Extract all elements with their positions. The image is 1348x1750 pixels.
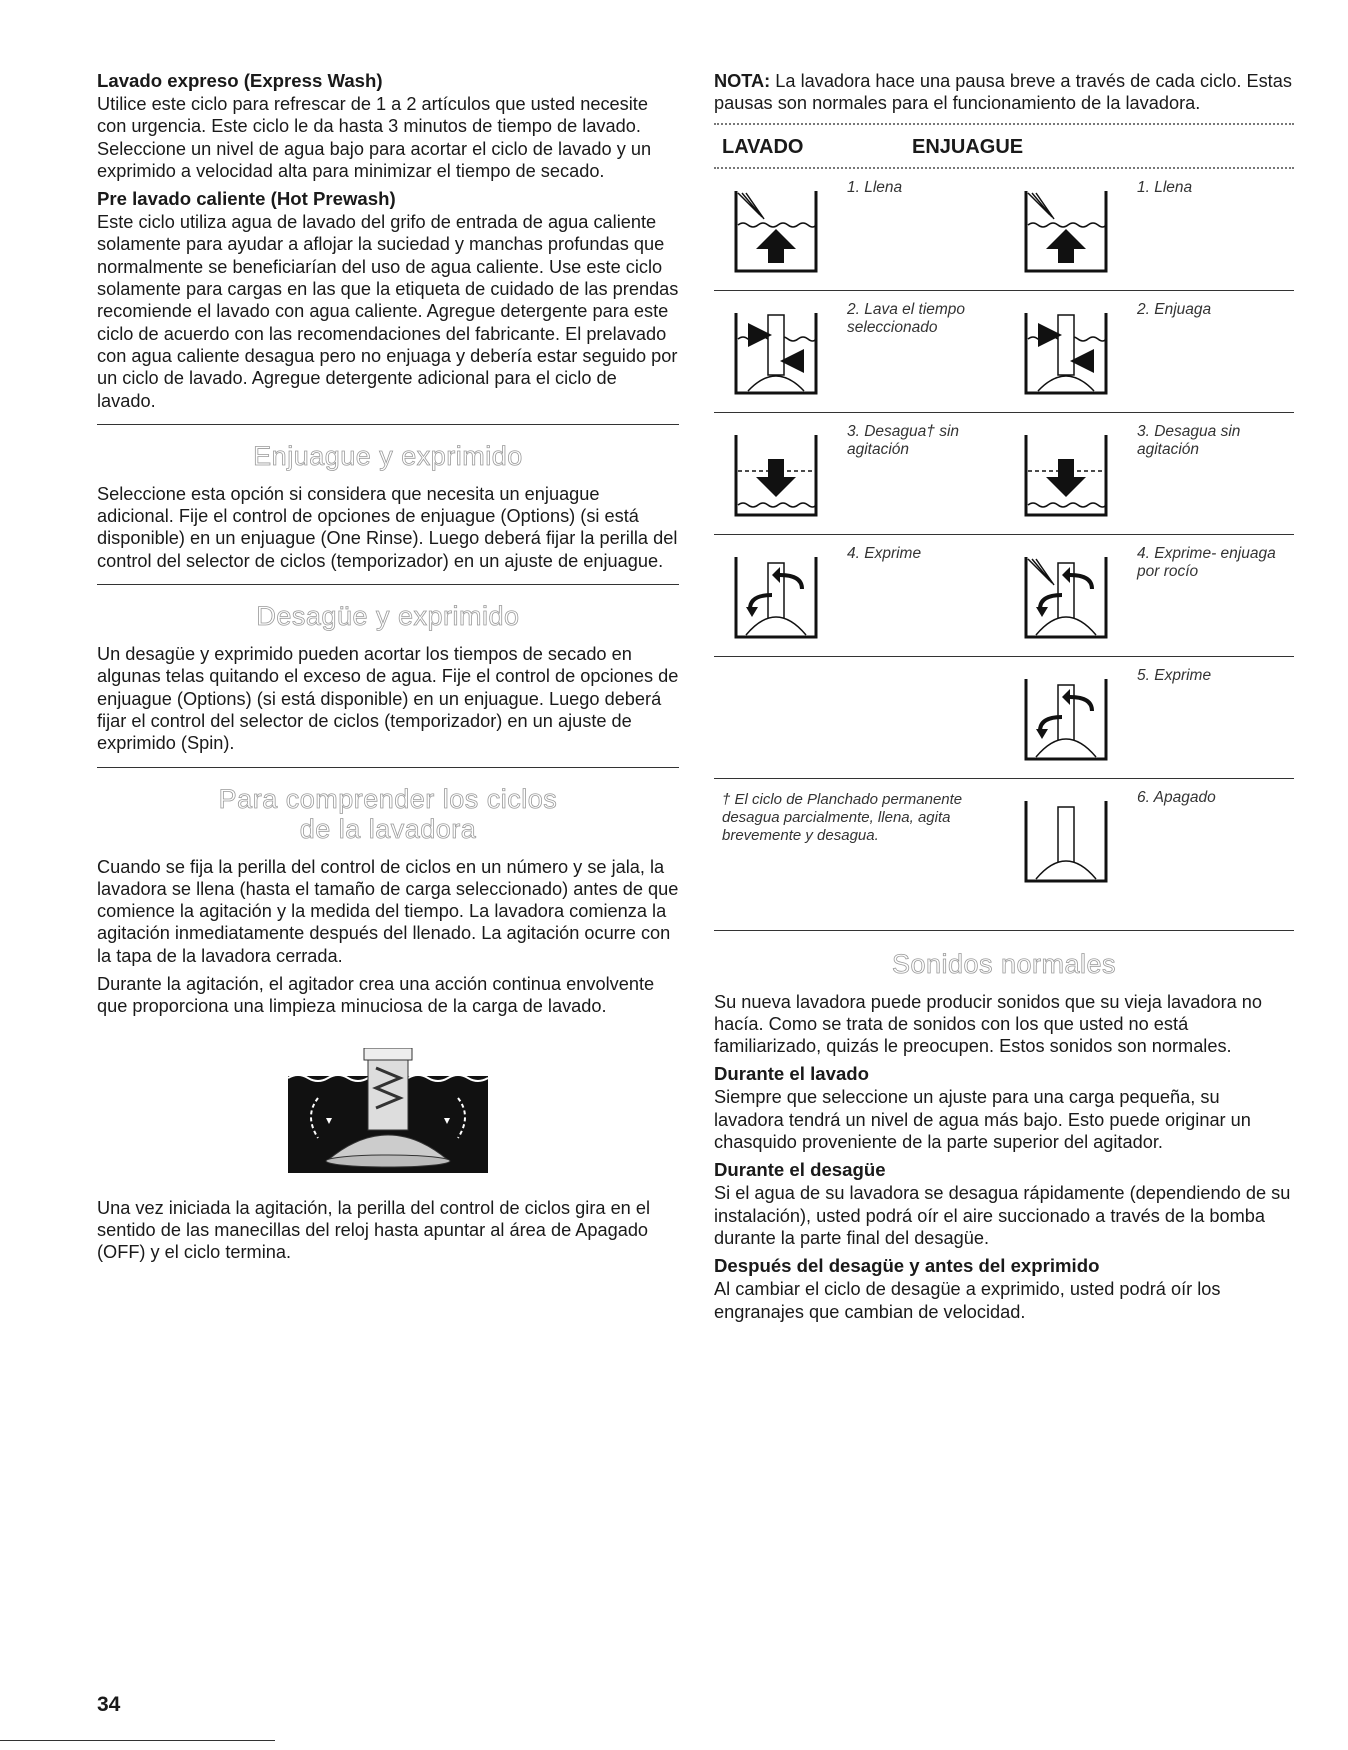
cycle-table-header [714, 135, 1294, 159]
hot-prewash-heading: Pre lavado caliente (Hot Prewash) [97, 188, 396, 210]
understand-cycles-title-2: de la lavadora [299, 813, 477, 844]
understand-cycles-text-2: Durante la agitación, el agitador crea una acción continua envolvente que proporciona una limpieza minuciosa de la carga de lavado. [97, 974, 655, 1017]
understand-cycles-text-1: Cuando se fija la perilla del control de ciclos en un número y se jala, la lavadora se llena (hasta el tamaño de carga seleccionado) antes de que comience la agitación y la medida del tiempo. La lavadora comienza la agitación inmediatamente después del llenado. La agitación ocurre con la tapa de la lavadora cerrada. [97, 856, 679, 966]
note-paragraph [714, 70, 1294, 115]
step-label: 2. Enjuaga [1137, 300, 1212, 318]
rinse-spin-title: Enjuague y exprimido [253, 440, 523, 471]
express-wash-text: Utilice este ciclo para refrescar de 1 a 2 artículos que usted necesite con urgencia. Este ciclo le da hasta 3 minutos de tiempo de lavado. Seleccione un nivel de agua bajo para acortar el ciclo de lavado y un exprimido a velocidad alta para minimizar el tiempo de secado. [97, 94, 652, 181]
wash-step-empty [714, 657, 1004, 778]
rinse-step-fill [1004, 169, 1294, 290]
step-label: 1. Llena [1137, 178, 1193, 196]
footer-rule [0, 1740, 275, 1741]
cycle-row [714, 657, 1294, 779]
agitate-icon [728, 305, 823, 400]
normal-sounds-title: Sonidos normales [891, 948, 1117, 979]
wash-column-heading: LAVADO [722, 135, 804, 158]
fill-icon [728, 183, 823, 278]
after-drain-text: Al cambiar el ciclo de desagüe a exprimido, usted podrá oír los engranajes que cambian de velocidad. [714, 1279, 1221, 1322]
normal-sounds-intro: Su nueva lavadora puede producir sonidos que su vieja lavadora no hacía. Como se trata de sonidos con los que usted no está familiarizado, quizás le preocupen. Estos sonidos son normales. [714, 991, 1263, 1057]
understand-cycles-text-3: Una vez iniciada la agitación, la perilla del control de ciclos gira en el sentido de las manecillas del reloj hasta apuntar al área de Apagado (OFF) y el ciclo termina. [97, 1197, 651, 1263]
hot-prewash-text: Este ciclo utiliza agua de lavado del grifo de entrada de agua caliente solamente para ayudar a aflojar la suciedad y manchas profundas que normalmente se beneficiarían del uso de agua caliente. Use este ciclo solamente para cargas en las que la etiqueta de cuidado de las prendas recomiende el lavado con agua caliente. Agregue detergente para este ciclo de acuerdo con las recomendaciones del fabricante. El prelavado con agua caliente desagua pero no enjuaga y debería estar seguido por un ciclo de lavado. Agregue detergente adicional para el ciclo de lavado. [97, 212, 679, 411]
dotted-divider [714, 123, 1294, 125]
during-wash-heading: Durante el lavado [714, 1063, 869, 1085]
right-column [714, 70, 1294, 1329]
spin-icon [1018, 671, 1113, 766]
spray-rinse-icon [1018, 549, 1113, 644]
drain-spin-title: Desagüe y exprimido [256, 601, 520, 632]
spin-icon [728, 549, 823, 644]
note-label: NOTA: [714, 71, 771, 91]
rinse-step-drain [1004, 413, 1294, 534]
wash-step-fill [714, 169, 1004, 290]
rinse-step-spin [1004, 657, 1294, 778]
divider [97, 424, 679, 425]
rinse-step-spray-rinse [1004, 535, 1294, 656]
drain-icon [728, 427, 823, 522]
permanent-press-footnote: † El ciclo de Planchado permanente desagua parcialmente, llena, agita brevemente y desagua. [722, 790, 963, 844]
cycle-row [714, 169, 1294, 291]
after-drain-heading: Después del desagüe y antes del exprimido [714, 1255, 1100, 1277]
express-wash-heading: Lavado expreso (Express Wash) [97, 70, 383, 91]
step-label: 6. Apagado [1137, 788, 1216, 806]
rinse-spin-text: Seleccione esta opción si considera que necesita un enjuague adicional. Fije el control de opciones de enjuague (Options) (si está disponible) en un enjuague (One Rinse). Luego deberá fijar la perilla del control del selector de ciclos (temporizador) en un ajuste de enjuague. [97, 483, 678, 571]
understand-cycles-title-1: Para comprender los ciclos [218, 783, 558, 814]
wash-step-spin [714, 535, 1004, 656]
step-label: 2. Lava el tiempo seleccionado [847, 300, 966, 336]
drain-icon [1018, 427, 1113, 522]
agitate-icon [1018, 305, 1113, 400]
during-drain-text: Si el agua de su lavadora se desagua rápidamente (dependiendo de su instalación), usted podrá oír el aire succionado a través de la bomba durante la parte final del desagüe. [714, 1183, 1291, 1248]
rinse-step-rinse [1004, 291, 1294, 412]
step-label: 3. Desagua sin agitación [1137, 422, 1241, 458]
during-wash-text: Siempre que seleccione un ajuste para una carga pequeña, su lavadora tendrá un nivel de agua más bajo. Esto puede originar un chasquido proveniente de la parte superior del agitador. [714, 1087, 1251, 1153]
divider [97, 767, 679, 768]
fill-icon [1018, 183, 1113, 278]
rinse-step-off [1004, 779, 1294, 900]
divider [97, 584, 679, 585]
step-label: 1. Llena [847, 178, 903, 196]
note-text: La lavadora hace una pausa breve a través de cada ciclo. Estas pausas son normales para el funcionamiento de la lavadora. [714, 71, 1292, 114]
cycle-row [714, 535, 1294, 657]
page-number: 34 [97, 1693, 121, 1716]
wash-step-wash [714, 291, 1004, 412]
step-label: 5. Exprime [1137, 666, 1212, 684]
rinse-column-heading: ENJUAGUE [912, 135, 1024, 158]
during-drain-heading: Durante el desagüe [714, 1159, 886, 1181]
cycle-row [714, 779, 1294, 931]
left-column [97, 70, 679, 1270]
step-label: 3. Desagua† sin agitación [847, 422, 960, 458]
drain-spin-text: Un desagüe y exprimido pueden acortar los tiempos de secado en algunas telas quitando el exceso de agua. Fije el control de opciones de enjuague (Options) (si está disponible) en un enjuague. Luego deberá fijar el control del selector de ciclos (temporizador) en un ajuste de exprimido (Spin). [97, 644, 679, 754]
step-label: 4. Exprime- enjuaga por rocío [1137, 544, 1276, 580]
step-label: 4. Exprime [847, 544, 922, 562]
agitator-illustration [288, 1048, 488, 1173]
cycle-row [714, 413, 1294, 535]
footnote-cell [714, 779, 1004, 900]
wash-step-drain [714, 413, 1004, 534]
cycle-row [714, 291, 1294, 413]
off-icon [1018, 793, 1113, 888]
